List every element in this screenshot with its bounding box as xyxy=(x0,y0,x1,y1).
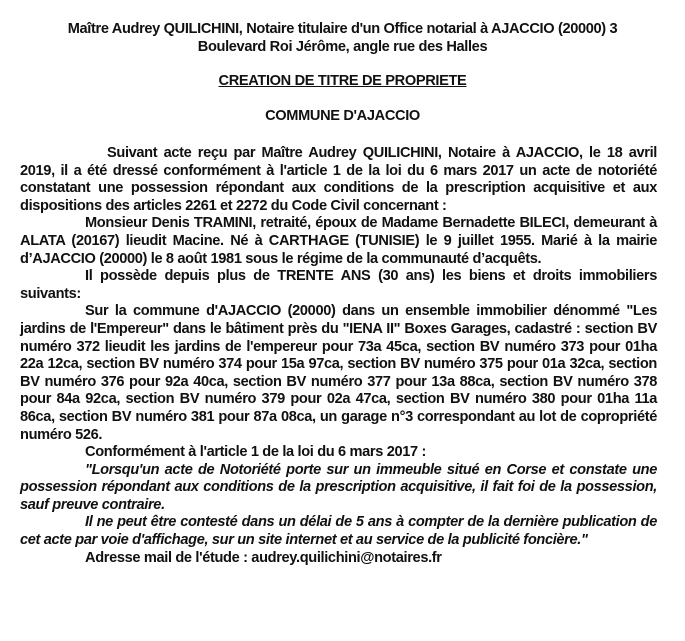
possession-paragraph: Il possède depuis plus de TRENTE ANS (30 ans) les biens et droits immobiliers suivants: xyxy=(20,268,657,302)
notary-header-line2: Boulevard Roi Jérôme, angle rue des Halles xyxy=(197,38,488,55)
email-line: Adresse mail de l'étude : audrey.quilichini@notaires.fr xyxy=(85,549,442,566)
notary-header-line1: Maître Audrey QUILICHINI, Notaire titulaire d'un Office notarial à AJACCIO (20000) 3 xyxy=(67,21,618,37)
commune-heading: COMMUNE D'AJACCIO xyxy=(265,108,420,124)
person-paragraph: Monsieur Denis TRAMINI, retraité, époux de Madame Bernadette BILECI, demeurant à ALATA (20167) lieudit Macine. Né à CARTHAGE (TUNISIE) le 9 juillet 1955. Marié à la mairie d’AJACCIO (20000) le 8 août 1981 sous le régime de la communauté d’acquêts. xyxy=(20,215,657,267)
quote-paragraph-2: Il ne peut être contesté dans un délai de 5 ans à compter de la dernière publication de cet acte par voie d'affichage, sur un site internet et au service de la publicité foncière." xyxy=(20,514,657,549)
property-paragraph: Sur la commune d'AJACCIO (20000) dans un ensemble immobilier dénommé "Les jardins de l'Empereur" dans le bâtiment près du "IENA II" Boxes Garages, cadastré : section BV numéro 372 lieudit les jardins de l'empereur pour 73a 45ca, section BV numéro 373 pour 01ha 22a 12ca, section BV numéro 374 pour 15a 97ca, section BV numéro 375 pour 01a 32ca, section BV numéro 376 pour 92a 40ca, section BV numéro 377 pour 13a 88ca, section BV numéro 378 pour 84a 92ca, section BV numéro 379 pour 02a 47ca, section BV numéro 380 pour 01ha 11a 86ca, section BV numéro 381 pour 87a 08ca, un garage n°3 correspondant au lot de copropriété numéro 526. xyxy=(20,303,657,443)
intro-paragraph: Suivant acte reçu par Maître Audrey QUILICHINI, Notaire à AJACCIO, le 18 avril 2019, il a été dressé conformément à l'article 1 de la loi du 6 mars 2017 un acte de notoriété constatant une possession répondant aux conditions de la prescription acquisitive et aux dispositions des articles 2261 et 2272 du Code Civil concernant : xyxy=(20,145,657,214)
conformement-paragraph: Conformément à l'article 1 de la loi du 6 mars 2017 : xyxy=(85,444,426,461)
document-body xyxy=(20,145,657,567)
quote-paragraph-1: "Lorsqu'un acte de Notoriété porte sur un immeuble situé en Corse et constate une possession répondant aux conditions de la prescription acquisitive, il fait foi de la possession, sauf preuve contraire. xyxy=(20,461,657,513)
notary-header xyxy=(20,21,665,56)
document-title: CREATION DE TITRE DE PROPRIETE xyxy=(218,73,467,89)
